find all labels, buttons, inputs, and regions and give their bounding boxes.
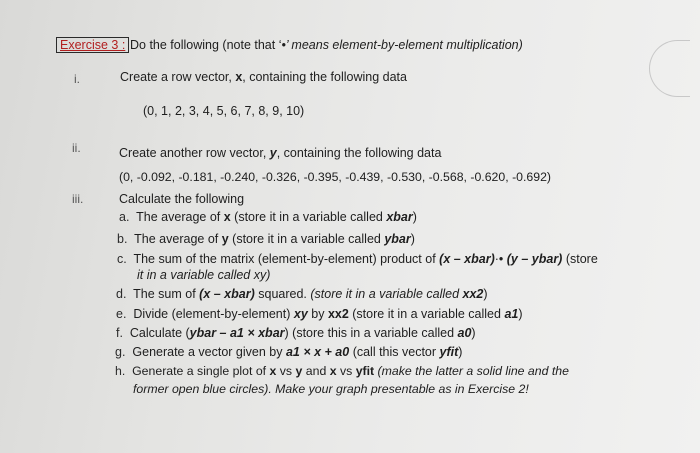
page-edge-curl bbox=[649, 40, 690, 97]
exercise-title: Do the following (note that ‘•’ means element-by-element multiplication) bbox=[130, 38, 523, 52]
sub-item-a: a. The average of x (store it in a variable called xbar) bbox=[119, 210, 417, 224]
item-ii-text: Create another row vector, y, containing the following data bbox=[119, 146, 442, 160]
item-iii-text: Calculate the following bbox=[119, 192, 245, 206]
item-iii-number: iii. bbox=[72, 192, 84, 206]
item-i-data: (0, 1, 2, 3, 4, 5, 6, 7, 8, 9, 10) bbox=[143, 104, 305, 118]
item-ii-data: (0, -0.092, -0.181, -0.240, -0.326, -0.395, -0.439, -0.530, -0.568, -0.620, -0.692) bbox=[119, 170, 552, 184]
sub-item-h-line2: former open blue circles). Make your graph presentable as in Exercise 2! bbox=[133, 382, 529, 396]
sub-item-b: b. The average of y (store it in a variable called ybar) bbox=[117, 232, 415, 246]
item-ii-number: ii. bbox=[72, 141, 81, 155]
sub-item-c: c. The sum of the matrix (element-by-element) product of (x – xbar)·• (y – ybar) (store bbox=[117, 252, 598, 266]
item-i-number: i. bbox=[74, 72, 80, 86]
sub-item-h: h. Generate a single plot of x vs y and x vs yfit (make the latter a solid line and the bbox=[115, 364, 569, 378]
sub-item-d: d. The sum of (x – xbar) squared. (store it in a variable called xx2) bbox=[116, 287, 488, 301]
sub-item-c-line2: it in a variable called xy) bbox=[137, 268, 271, 282]
exercise-label: Exercise 3 : bbox=[56, 37, 129, 53]
sub-item-e: e. Divide (element-by-element) xy by xx2 (store it in a variable called a1) bbox=[116, 307, 523, 321]
sub-item-f: f. Calculate (ybar – a1 × xbar) (store this in a variable called a0) bbox=[116, 326, 476, 340]
sub-item-g: g. Generate a vector given by a1 × x + a0 (call this vector yfit) bbox=[115, 345, 463, 359]
item-i-text: Create a row vector, x, containing the following data bbox=[120, 70, 407, 84]
